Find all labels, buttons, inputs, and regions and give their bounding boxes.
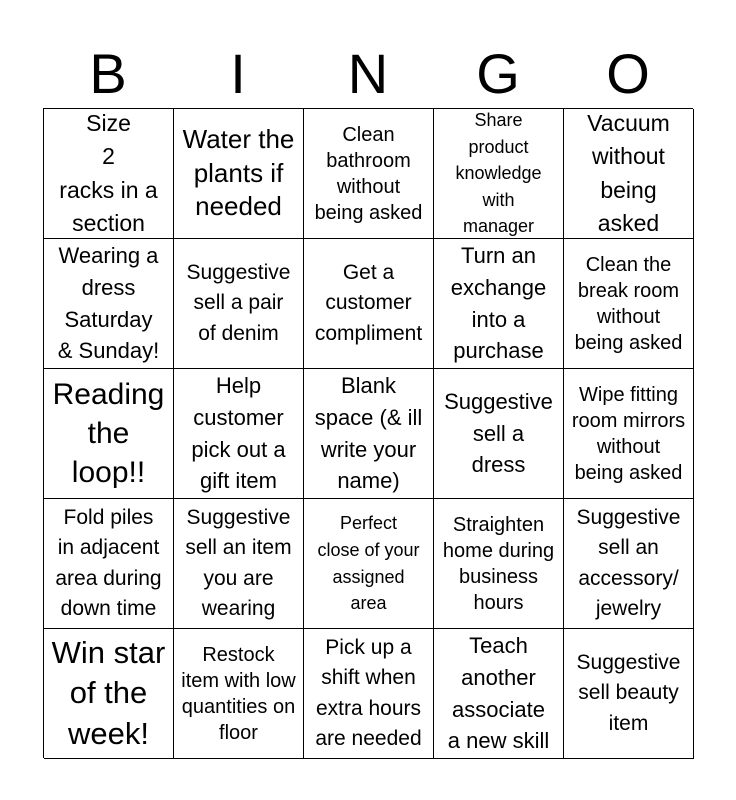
bingo-cell[interactable]: Share product knowledge with manager xyxy=(434,109,564,239)
bingo-cell[interactable]: Wearing a dress Saturday & Sunday! xyxy=(44,239,174,369)
bingo-cell[interactable]: Suggestive sell an item you are wearing xyxy=(174,499,304,629)
bingo-cell[interactable]: Get a customer compliment xyxy=(304,239,434,369)
bingo-cell[interactable]: Turn an exchange into a purchase xyxy=(434,239,564,369)
bingo-cell[interactable]: Clean bathroom without being asked xyxy=(304,109,434,239)
bingo-cell[interactable]: Water the plants if needed xyxy=(174,109,304,239)
bingo-cell[interactable]: Suggestive sell a dress xyxy=(434,369,564,499)
bingo-cell[interactable]: Size 2 racks in a section xyxy=(44,109,174,239)
title-letter-g: G xyxy=(476,42,520,105)
title-letter-n: N xyxy=(347,42,389,105)
bingo-cell[interactable]: Reading the loop!! xyxy=(44,369,174,499)
bingo-cell[interactable]: Wipe fitting room mirrors without being asked xyxy=(564,369,694,499)
title-letter-o: O xyxy=(606,42,650,105)
bingo-cell[interactable]: Vacuum without being asked xyxy=(564,109,694,239)
bingo-board xyxy=(43,108,693,758)
bingo-cell[interactable]: Suggestive sell a pair of denim xyxy=(174,239,304,369)
bingo-cell[interactable]: Suggestive sell an accessory/ jewelry xyxy=(564,499,694,629)
bingo-cell[interactable]: Pick up a shift when extra hours are needed xyxy=(304,629,434,759)
bingo-cell[interactable]: Blank space (& ill write your name) xyxy=(304,369,434,499)
bingo-cell[interactable]: Teach another associate a new skill xyxy=(434,629,564,759)
bingo-cell[interactable]: Help customer pick out a gift item xyxy=(174,369,304,499)
bingo-cell[interactable]: Restock item with low quantities on floor xyxy=(174,629,304,759)
bingo-cell[interactable]: Win star of the week! xyxy=(44,629,174,759)
bingo-cell[interactable]: Fold piles in adjacent area during down time xyxy=(44,499,174,629)
bingo-cell[interactable]: Straighten home during business hours xyxy=(434,499,564,629)
bingo-cell[interactable]: Perfect close of your assigned area xyxy=(304,499,434,629)
bingo-cell[interactable]: Suggestive sell beauty item xyxy=(564,629,694,759)
title-letter-b: B xyxy=(89,42,127,105)
bingo-title xyxy=(43,40,693,108)
bingo-cell[interactable]: Clean the break room without being asked xyxy=(564,239,694,369)
title-letter-i: I xyxy=(230,42,246,105)
